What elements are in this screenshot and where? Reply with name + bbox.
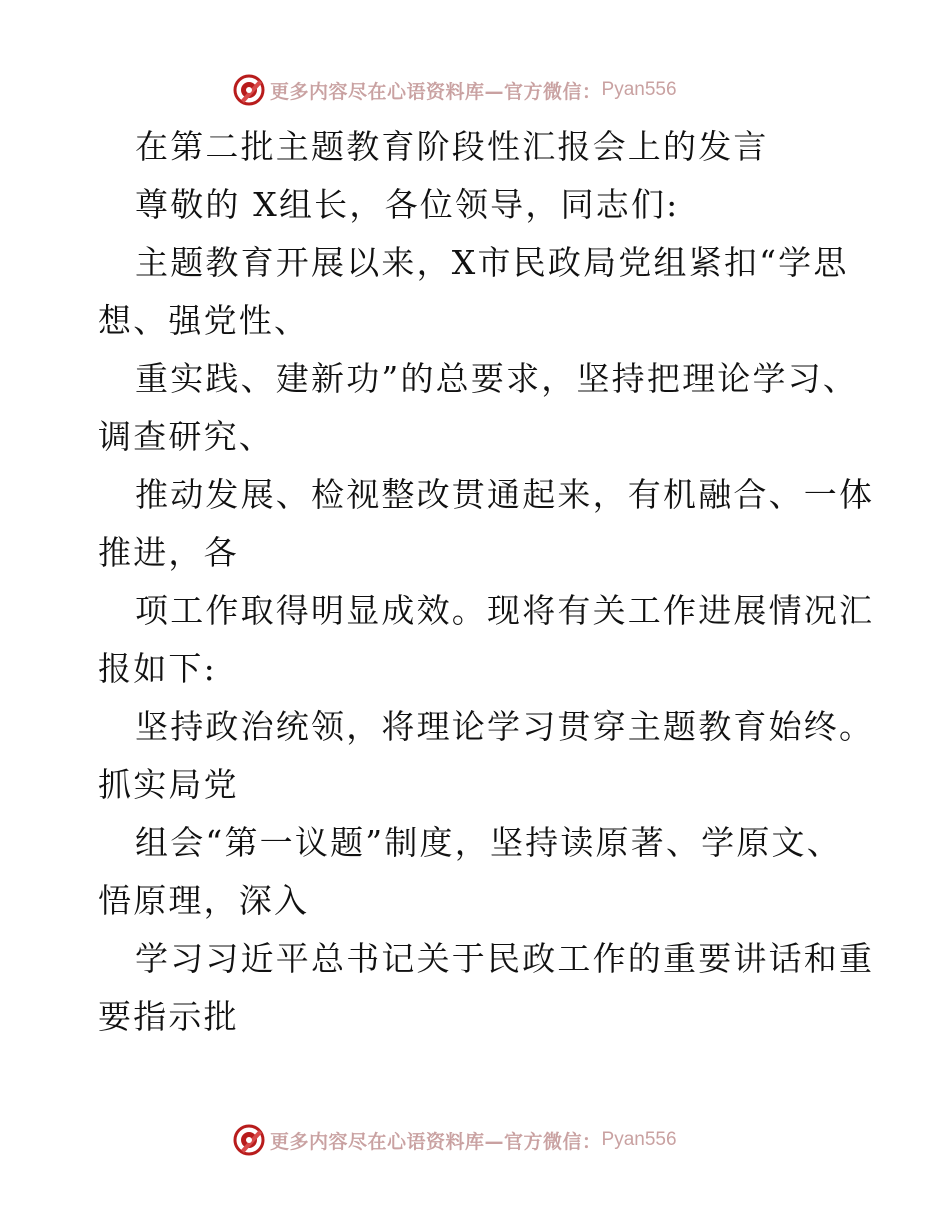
text-line: 学习习近平总书记关于民政工作的重要讲话和重 — [135, 939, 875, 978]
text-line: 项工作取得明显成效。现将有关工作进展情况汇 — [135, 591, 875, 630]
watermark-wechat-id: Pyan556 — [601, 1129, 677, 1150]
text-line: 组会“第一议题”制度，坚持读原著、学原文、 — [135, 823, 842, 862]
watermark-wechat-id: Pyan556 — [601, 79, 677, 100]
text-line: 抓实局党 — [98, 765, 239, 804]
watermark-header — [232, 70, 732, 110]
text-line: 推动发展、检视整改贯通起来，有机融合、一体 — [135, 475, 875, 514]
text-line: 推进，各 — [98, 533, 239, 572]
watermark-slogan: 更多内容尽在心语资料库—官方微信： — [270, 80, 602, 103]
text-line: 重实践、建新功”的总要求，坚持把理论学习、 — [135, 359, 859, 398]
text-line: 主题教育开展以来，X市民政局党组紧扣“学思 — [135, 243, 849, 282]
salutation-line: 尊敬的 X组长，各位领导，同志们: — [135, 185, 680, 224]
text-line: 想、强党性、 — [98, 301, 310, 340]
text-line: 调查研究、 — [98, 417, 274, 456]
text-line: 坚持政治统领，将理论学习贯穿主题教育始终。 — [135, 707, 875, 746]
pen-logo-icon — [232, 73, 266, 107]
document-body — [98, 118, 878, 1046]
document-title: 在第二批主题教育阶段性汇报会上的发言 — [135, 127, 769, 166]
pen-logo-icon — [232, 1123, 266, 1157]
watermark-footer — [232, 1120, 732, 1160]
text-line: 要指示批 — [98, 997, 239, 1036]
watermark-slogan: 更多内容尽在心语资料库—官方微信： — [270, 1130, 602, 1153]
text-line: 悟原理，深入 — [98, 881, 310, 920]
text-line: 报如下: — [98, 649, 217, 688]
